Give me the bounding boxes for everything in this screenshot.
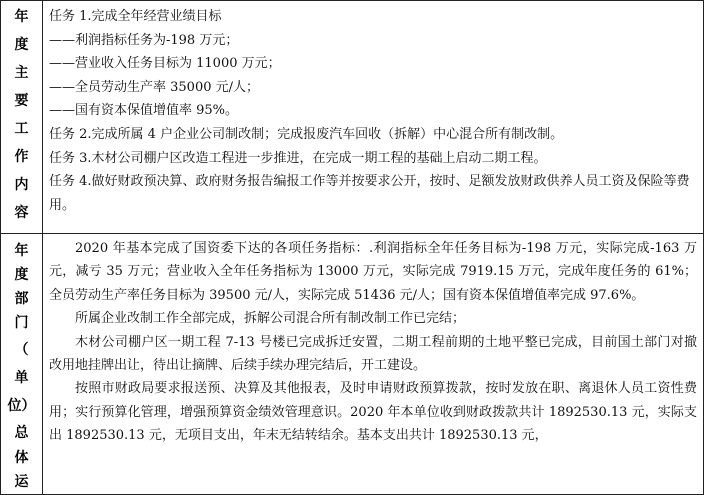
task-line: 任务 1.完成全年经营业绩目标 [49,9,222,24]
task-line: 任务 4.做好财政预决算、政府财务报告编报工作等并按要求公开，按时、足额发放财政供养人员工资及保险等费用。 [49,174,690,213]
summary-paragraph: 所属企业改制工作全部完成，拆解公司混合所有制改制工作已完结； [75,311,466,327]
annual-tasks-label-cell [1,1,43,234]
label-char: （ [14,342,29,358]
summary-paragraph: 2020 年基本完成了国资委下达的各项任务指标：.利润指标全年任务目标为-198 万元，实际完成-163 万元，减亏 35 万元；营业收入全年任务指标为 13000 万元，实际完成 7919.15 万元，完成年度任务的 61%；全员劳动生产率任务目标为 39500 元/人，实际完成 51436 元/人；国有资本保值增值率完成 97.6%。 [49,241,697,303]
label-char: 工 [14,121,29,137]
label-char: 容 [14,205,29,221]
label-char: 体 [14,450,29,466]
task-line: ——国有资本保值增值率 95%。 [49,103,239,119]
label-char: 位） [7,398,36,414]
label-char: 部 [14,291,29,307]
label-char: 度 [14,37,29,53]
task-line: 任务 2.完成所属 4 户企业公司制改制；完成报废汽车回收（拆解）中心混合所有制改制。 [49,126,564,142]
overall-operation-row [1,234,704,495]
annual-tasks-content-cell [43,1,704,234]
summary-paragraph: 木材公司棚户区一期工程 7-13 号楼已完成拆迁安置，二期工程前期的土地平整已完成，目前国土部门对撤改用地挂牌出让，待出让摘牌、后续手续办理完结后，开工建设。 [49,334,697,374]
label-char: 总 [14,425,29,441]
task-line: ——全员劳动生产率 35000 元/人； [49,79,259,95]
label-char: 主 [14,65,29,81]
label-char: 运 [14,474,29,490]
annual-tasks-row [1,1,704,234]
annual-tasks-list [43,1,703,217]
label-char: 度 [14,267,29,283]
label-char: 年 [14,9,29,25]
overall-operation-content-cell [43,234,704,495]
task-line: ——利润指标任务为-198 万元； [49,32,239,48]
label-char: 单 [14,370,29,386]
task-line: ——营业收入任务目标为 11000 万元； [49,56,281,72]
overall-operation-label-cell [1,234,43,495]
annual-tasks-vertical-label [1,1,42,229]
label-char: 内 [14,177,29,193]
label-char: 年 [14,243,29,259]
overall-operation-vertical-label [1,234,42,494]
label-char: 要 [14,93,29,109]
label-char: 作 [14,149,29,165]
label-char: 门 [14,315,29,331]
summary-paragraph: 按照市财政局要求报送预、决算及其他报表，及时申请财政预算拨款，按时发放在职、离退休人员工资性费用；实行预算化管理，增强预算资金绩效管理意识。2020 年本单位收到财政拨款共计 1892530.13 元，实际支出 1892530.13 元，无项目支出，年末无结转结余。基本支出共计 1892530.13 元， [49,381,697,444]
task-line: 任务 3.木材公司棚户区改造工程进一步推进，在完成一期工程的基础上启动二期工程。 [49,150,547,166]
overall-operation-summary [43,234,703,448]
